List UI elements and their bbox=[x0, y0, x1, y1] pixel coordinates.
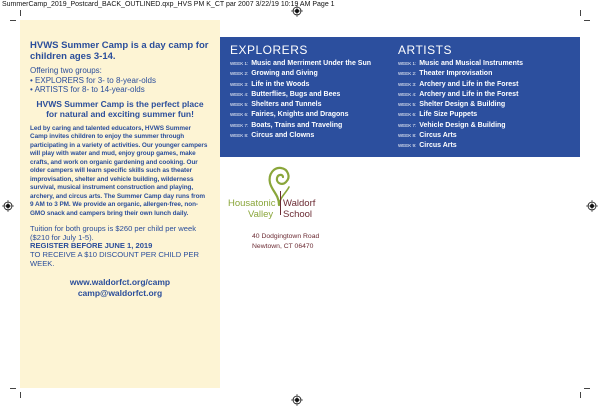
week-activity: Music and Merriment Under the Sun bbox=[251, 60, 372, 67]
artists-week-item bbox=[398, 90, 523, 100]
week-activity: Vehicle Design & Building bbox=[419, 121, 506, 129]
crop-mark-top-right bbox=[580, 10, 581, 16]
week-label: WEEK 8: bbox=[398, 133, 417, 139]
website-link[interactable]: www.waldorfct.org/camp bbox=[69, 276, 171, 287]
week-activity: Archery and Life in the Forest bbox=[419, 90, 519, 98]
explorers-column bbox=[230, 43, 371, 141]
camp-description: Led by caring and talented educators, HVWS Summer Camp invites children to enjoy the summer through participating in a variety of activities. Our younger campers will play with water and mud, enjoy group games, make crafts, and work on organic gardening and cooking. Our older campers will learn specific skills such as theater improvisation, shelter and vehicle building, wilderness survival, musical instrument construction and playing, archery, and circus arts. The Summer Camp day runs from 9 AM to 3 PM. We provide an organic, allergen-free, non-GMO snack and campers bring their own lunch daily. bbox=[30, 124, 208, 217]
crop-mark-top-left bbox=[20, 10, 21, 16]
artists-week-item bbox=[398, 69, 523, 79]
crop-mark-top-right-h bbox=[584, 20, 590, 21]
group-explorers-item: • EXPLORERS for 3- to 8-year-olds bbox=[30, 75, 156, 85]
week-activity: Circus and Clowns bbox=[251, 132, 315, 140]
groups-list bbox=[30, 66, 210, 95]
camp-info-panel bbox=[20, 20, 220, 388]
artists-week-item bbox=[398, 80, 523, 90]
week-label: WEEK 1: bbox=[398, 61, 417, 66]
week-activity: Life in the Woods bbox=[251, 80, 310, 88]
week-label: WEEK 2: bbox=[230, 71, 249, 77]
registration-mark-top bbox=[291, 4, 303, 16]
logo-waldorf: Waldorf bbox=[283, 198, 316, 209]
explorers-week-item bbox=[230, 100, 371, 110]
discount-note: TO RECEIVE A $10 DISCOUNT PER CHILD PER WEEK. bbox=[30, 250, 199, 268]
week-activity: Archery and Life in the Forest bbox=[419, 80, 519, 88]
explorers-week-item bbox=[230, 80, 371, 90]
week-activity: Circus Arts bbox=[419, 142, 457, 150]
explorers-week-list bbox=[230, 59, 371, 141]
week-label: WEEK 7: bbox=[230, 122, 249, 128]
artists-week-item bbox=[398, 131, 523, 141]
week-activity: Fairies, Knights and Dragons bbox=[251, 111, 349, 119]
week-label: WEEK 5: bbox=[398, 102, 417, 108]
week-label: WEEK 9: bbox=[398, 143, 417, 149]
week-activity: Life Size Puppets bbox=[419, 111, 478, 119]
week-activity: Shelters and Tunnels bbox=[251, 101, 322, 109]
week-activity: Theater Improvisation bbox=[419, 70, 493, 78]
logo-valley: Valley bbox=[248, 209, 274, 220]
artists-week-item bbox=[398, 59, 523, 69]
artists-week-item bbox=[398, 141, 523, 151]
explorers-title: EXPLORERS bbox=[230, 43, 308, 57]
week-activity: Music and Musical Instruments bbox=[419, 60, 524, 67]
week-label: WEEK 2: bbox=[398, 71, 417, 77]
week-activity: Boats, Trains and Traveling bbox=[251, 121, 343, 129]
artists-week-list bbox=[398, 59, 523, 152]
camp-intro-heading bbox=[30, 40, 210, 62]
explorers-week-item bbox=[230, 90, 371, 100]
logo-divider bbox=[280, 191, 281, 215]
week-label: WEEK 8: bbox=[230, 133, 249, 139]
artists-week-item bbox=[398, 100, 523, 110]
week-label: WEEK 1: bbox=[230, 61, 249, 66]
week-label: WEEK 3: bbox=[230, 81, 249, 87]
email-link[interactable]: camp@waldorfct.org bbox=[77, 287, 163, 298]
week-label: WEEK 7: bbox=[398, 122, 417, 128]
camp-name: HVWS Summer Camp bbox=[30, 40, 129, 51]
explorers-week-item bbox=[230, 59, 371, 69]
crop-mark-top-left-h bbox=[10, 20, 16, 21]
registration-mark-bottom bbox=[291, 393, 303, 405]
explorers-week-item bbox=[230, 110, 371, 120]
week-label: WEEK 5: bbox=[230, 102, 249, 108]
print-slug-line: SummerCamp_2019_Postcard_BACK_OUTLINED.qxp_HVS PM K_CT par 2007 3/22/19 10:19 AM Page 1 bbox=[2, 1, 335, 8]
week-label: WEEK 3: bbox=[398, 81, 417, 87]
logo-school: School bbox=[283, 209, 313, 220]
artists-title: ARTISTS bbox=[398, 43, 452, 57]
group-artists-item: • ARTISTS for 8- to 14-year-olds bbox=[30, 85, 145, 94]
explorers-week-item bbox=[230, 69, 371, 79]
address-city: Newtown, CT 06470 bbox=[252, 242, 314, 250]
week-label: WEEK 6: bbox=[398, 112, 417, 118]
registration-mark-right bbox=[586, 199, 598, 211]
explorers-week-item bbox=[230, 131, 371, 141]
tuition-info bbox=[30, 225, 210, 269]
week-label: WEEK 4: bbox=[398, 91, 417, 97]
contact-info bbox=[30, 277, 210, 299]
offering-label: Offering two groups: bbox=[30, 66, 102, 75]
school-address bbox=[252, 232, 319, 251]
week-activity: Shelter Design & Building bbox=[419, 101, 506, 109]
camp-intro-rest: is a day camp for children ages 3-14. bbox=[30, 40, 209, 62]
week-label: WEEK 6: bbox=[230, 112, 249, 118]
week-activity: Growing and Giving bbox=[251, 70, 318, 78]
explorers-week-item bbox=[230, 121, 371, 131]
artists-column bbox=[398, 43, 523, 152]
artists-week-item bbox=[398, 121, 523, 131]
week-activity: Butterflies, Bugs and Bees bbox=[251, 90, 341, 98]
logo-housatonic: Housatonic bbox=[228, 198, 276, 209]
artists-week-item bbox=[398, 110, 523, 120]
week-label: WEEK 4: bbox=[230, 91, 249, 97]
crop-mark-bottom-left-h bbox=[10, 388, 16, 389]
camp-tagline: HVWS Summer Camp is the perfect place for natural and exciting summer fun! bbox=[36, 98, 204, 119]
register-deadline: REGISTER BEFORE JUNE 1, 2019 bbox=[30, 241, 153, 251]
tuition-price: Tuition for both groups is $260 per child per week ($210 for July 1-5). bbox=[30, 224, 197, 242]
registration-mark-left bbox=[2, 199, 14, 211]
crop-mark-bottom-right bbox=[580, 392, 581, 398]
weekly-schedule-panel bbox=[220, 37, 580, 157]
week-activity: Circus Arts bbox=[419, 132, 457, 140]
crop-mark-bottom-left bbox=[20, 392, 21, 398]
camp-info-content bbox=[30, 40, 210, 299]
address-street: 40 Dodgingtown Road bbox=[252, 233, 320, 240]
school-logo bbox=[220, 165, 350, 225]
crop-mark-bottom-right-h bbox=[584, 388, 590, 389]
